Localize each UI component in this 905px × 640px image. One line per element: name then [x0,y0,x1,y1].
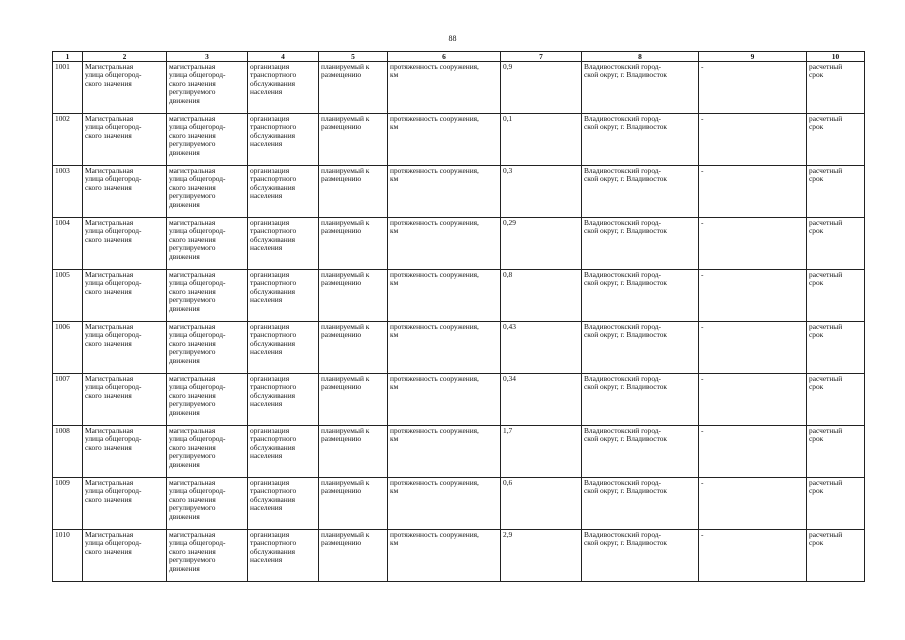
cell-zone: - [699,114,807,166]
cell-characteristic: протяженность сооружения, км [388,374,501,426]
cell-location: Владивостокский город- ской округ, г. Владивосток [582,166,699,218]
column-header: 9 [699,52,807,62]
cell-zone: - [699,218,807,270]
cell-category: магистральная улица общегород- ского значения регулируемого движения [167,62,248,114]
cell-status: планируемый к размещению [319,62,388,114]
cell-name: Магистральная улица общегород- ского значения [83,62,167,114]
table-row [53,114,865,166]
cell-zone: - [699,374,807,426]
cell-term: расчетный срок [807,478,865,530]
cell-purpose: организация транспортного обслуживания населения [248,374,319,426]
cell-category: магистральная улица общегород- ского значения регулируемого движения [167,114,248,166]
cell-name: Магистральная улица общегород- ского значения [83,374,167,426]
cell-purpose: организация транспортного обслуживания населения [248,322,319,374]
cell-number: 1008 [53,426,83,478]
cell-term: расчетный срок [807,62,865,114]
cell-category: магистральная улица общегород- ского значения регулируемого движения [167,270,248,322]
cell-characteristic: протяженность сооружения, км [388,270,501,322]
column-header: 2 [83,52,167,62]
cell-location: Владивостокский город- ской округ, г. Владивосток [582,374,699,426]
cell-purpose: организация транспортного обслуживания населения [248,114,319,166]
cell-zone: - [699,322,807,374]
cell-purpose: организация транспортного обслуживания населения [248,270,319,322]
cell-value: 0,8 [501,270,582,322]
cell-location: Владивостокский город- ской округ, г. Владивосток [582,530,699,582]
cell-number: 1009 [53,478,83,530]
cell-characteristic: протяженность сооружения, км [388,166,501,218]
cell-status: планируемый к размещению [319,322,388,374]
cell-name: Магистральная улица общегород- ского значения [83,114,167,166]
cell-number: 1006 [53,322,83,374]
table-row [53,478,865,530]
cell-status: планируемый к размещению [319,270,388,322]
cell-category: магистральная улица общегород- ского значения регулируемого движения [167,322,248,374]
cell-purpose: организация транспортного обслуживания населения [248,218,319,270]
cell-zone: - [699,478,807,530]
cell-purpose: организация транспортного обслуживания населения [248,62,319,114]
cell-purpose: организация транспортного обслуживания населения [248,166,319,218]
cell-number: 1005 [53,270,83,322]
cell-name: Магистральная улица общегород- ского значения [83,426,167,478]
cell-name: Магистральная улица общегород- ского значения [83,166,167,218]
cell-name: Магистральная улица общегород- ского значения [83,322,167,374]
cell-location: Владивостокский город- ской округ, г. Владивосток [582,478,699,530]
cell-location: Владивостокский город- ской округ, г. Владивосток [582,322,699,374]
table-row [53,270,865,322]
cell-purpose: организация транспортного обслуживания населения [248,426,319,478]
cell-name: Магистральная улица общегород- ского значения [83,478,167,530]
cell-zone: - [699,166,807,218]
table-row [53,322,865,374]
column-header: 10 [807,52,865,62]
cell-value: 0,3 [501,166,582,218]
cell-zone: - [699,62,807,114]
cell-value: 0,29 [501,218,582,270]
cell-characteristic: протяженность сооружения, км [388,478,501,530]
cell-term: расчетный срок [807,530,865,582]
table-row [53,166,865,218]
cell-characteristic: протяженность сооружения, км [388,426,501,478]
cell-value: 0,6 [501,478,582,530]
cell-location: Владивостокский город- ской округ, г. Владивосток [582,218,699,270]
column-header: 1 [53,52,83,62]
cell-value: 1,7 [501,426,582,478]
cell-category: магистральная улица общегород- ского значения регулируемого движения [167,166,248,218]
cell-purpose: организация транспортного обслуживания населения [248,478,319,530]
cell-category: магистральная улица общегород- ского значения регулируемого движения [167,426,248,478]
cell-category: магистральная улица общегород- ского значения регулируемого движения [167,530,248,582]
data-table [52,51,865,582]
cell-zone: - [699,530,807,582]
cell-location: Владивостокский город- ской округ, г. Владивосток [582,426,699,478]
column-header: 6 [388,52,501,62]
cell-status: планируемый к размещению [319,530,388,582]
cell-category: магистральная улица общегород- ского значения регулируемого движения [167,374,248,426]
cell-category: магистральная улица общегород- ского значения регулируемого движения [167,478,248,530]
cell-term: расчетный срок [807,166,865,218]
cell-term: расчетный срок [807,218,865,270]
cell-value: 0,1 [501,114,582,166]
table-row [53,218,865,270]
column-header: 4 [248,52,319,62]
cell-number: 1002 [53,114,83,166]
cell-value: 0,9 [501,62,582,114]
column-header: 8 [582,52,699,62]
cell-zone: - [699,426,807,478]
cell-name: Магистральная улица общегород- ского значения [83,218,167,270]
cell-characteristic: протяженность сооружения, км [388,114,501,166]
cell-name: Магистральная улица общегород- ского значения [83,530,167,582]
cell-status: планируемый к размещению [319,478,388,530]
cell-purpose: организация транспортного обслуживания населения [248,530,319,582]
cell-characteristic: протяженность сооружения, км [388,322,501,374]
cell-zone: - [699,270,807,322]
cell-category: магистральная улица общегород- ского значения регулируемого движения [167,218,248,270]
cell-location: Владивостокский город- ской округ, г. Владивосток [582,114,699,166]
table-row [53,530,865,582]
cell-name: Магистральная улица общегород- ского значения [83,270,167,322]
cell-characteristic: протяженность сооружения, км [388,62,501,114]
cell-value: 0,34 [501,374,582,426]
cell-term: расчетный срок [807,426,865,478]
table-header-row [53,52,865,62]
cell-number: 1001 [53,62,83,114]
cell-characteristic: протяженность сооружения, км [388,530,501,582]
table-row [53,426,865,478]
column-header: 7 [501,52,582,62]
cell-characteristic: протяженность сооружения, км [388,218,501,270]
cell-status: планируемый к размещению [319,166,388,218]
cell-status: планируемый к размещению [319,426,388,478]
cell-status: планируемый к размещению [319,114,388,166]
cell-status: планируемый к размещению [319,218,388,270]
cell-number: 1004 [53,218,83,270]
cell-status: планируемый к размещению [319,374,388,426]
table-row [53,62,865,114]
cell-location: Владивостокский город- ской округ, г. Владивосток [582,270,699,322]
cell-number: 1003 [53,166,83,218]
table-row [53,374,865,426]
page-number: 88 [448,34,457,43]
cell-term: расчетный срок [807,270,865,322]
cell-value: 0,43 [501,322,582,374]
cell-location: Владивостокский город- ской округ, г. Владивосток [582,62,699,114]
cell-term: расчетный срок [807,322,865,374]
column-header: 3 [167,52,248,62]
cell-value: 2,9 [501,530,582,582]
cell-term: расчетный срок [807,374,865,426]
cell-number: 1007 [53,374,83,426]
cell-term: расчетный срок [807,114,865,166]
column-header: 5 [319,52,388,62]
cell-number: 1010 [53,530,83,582]
